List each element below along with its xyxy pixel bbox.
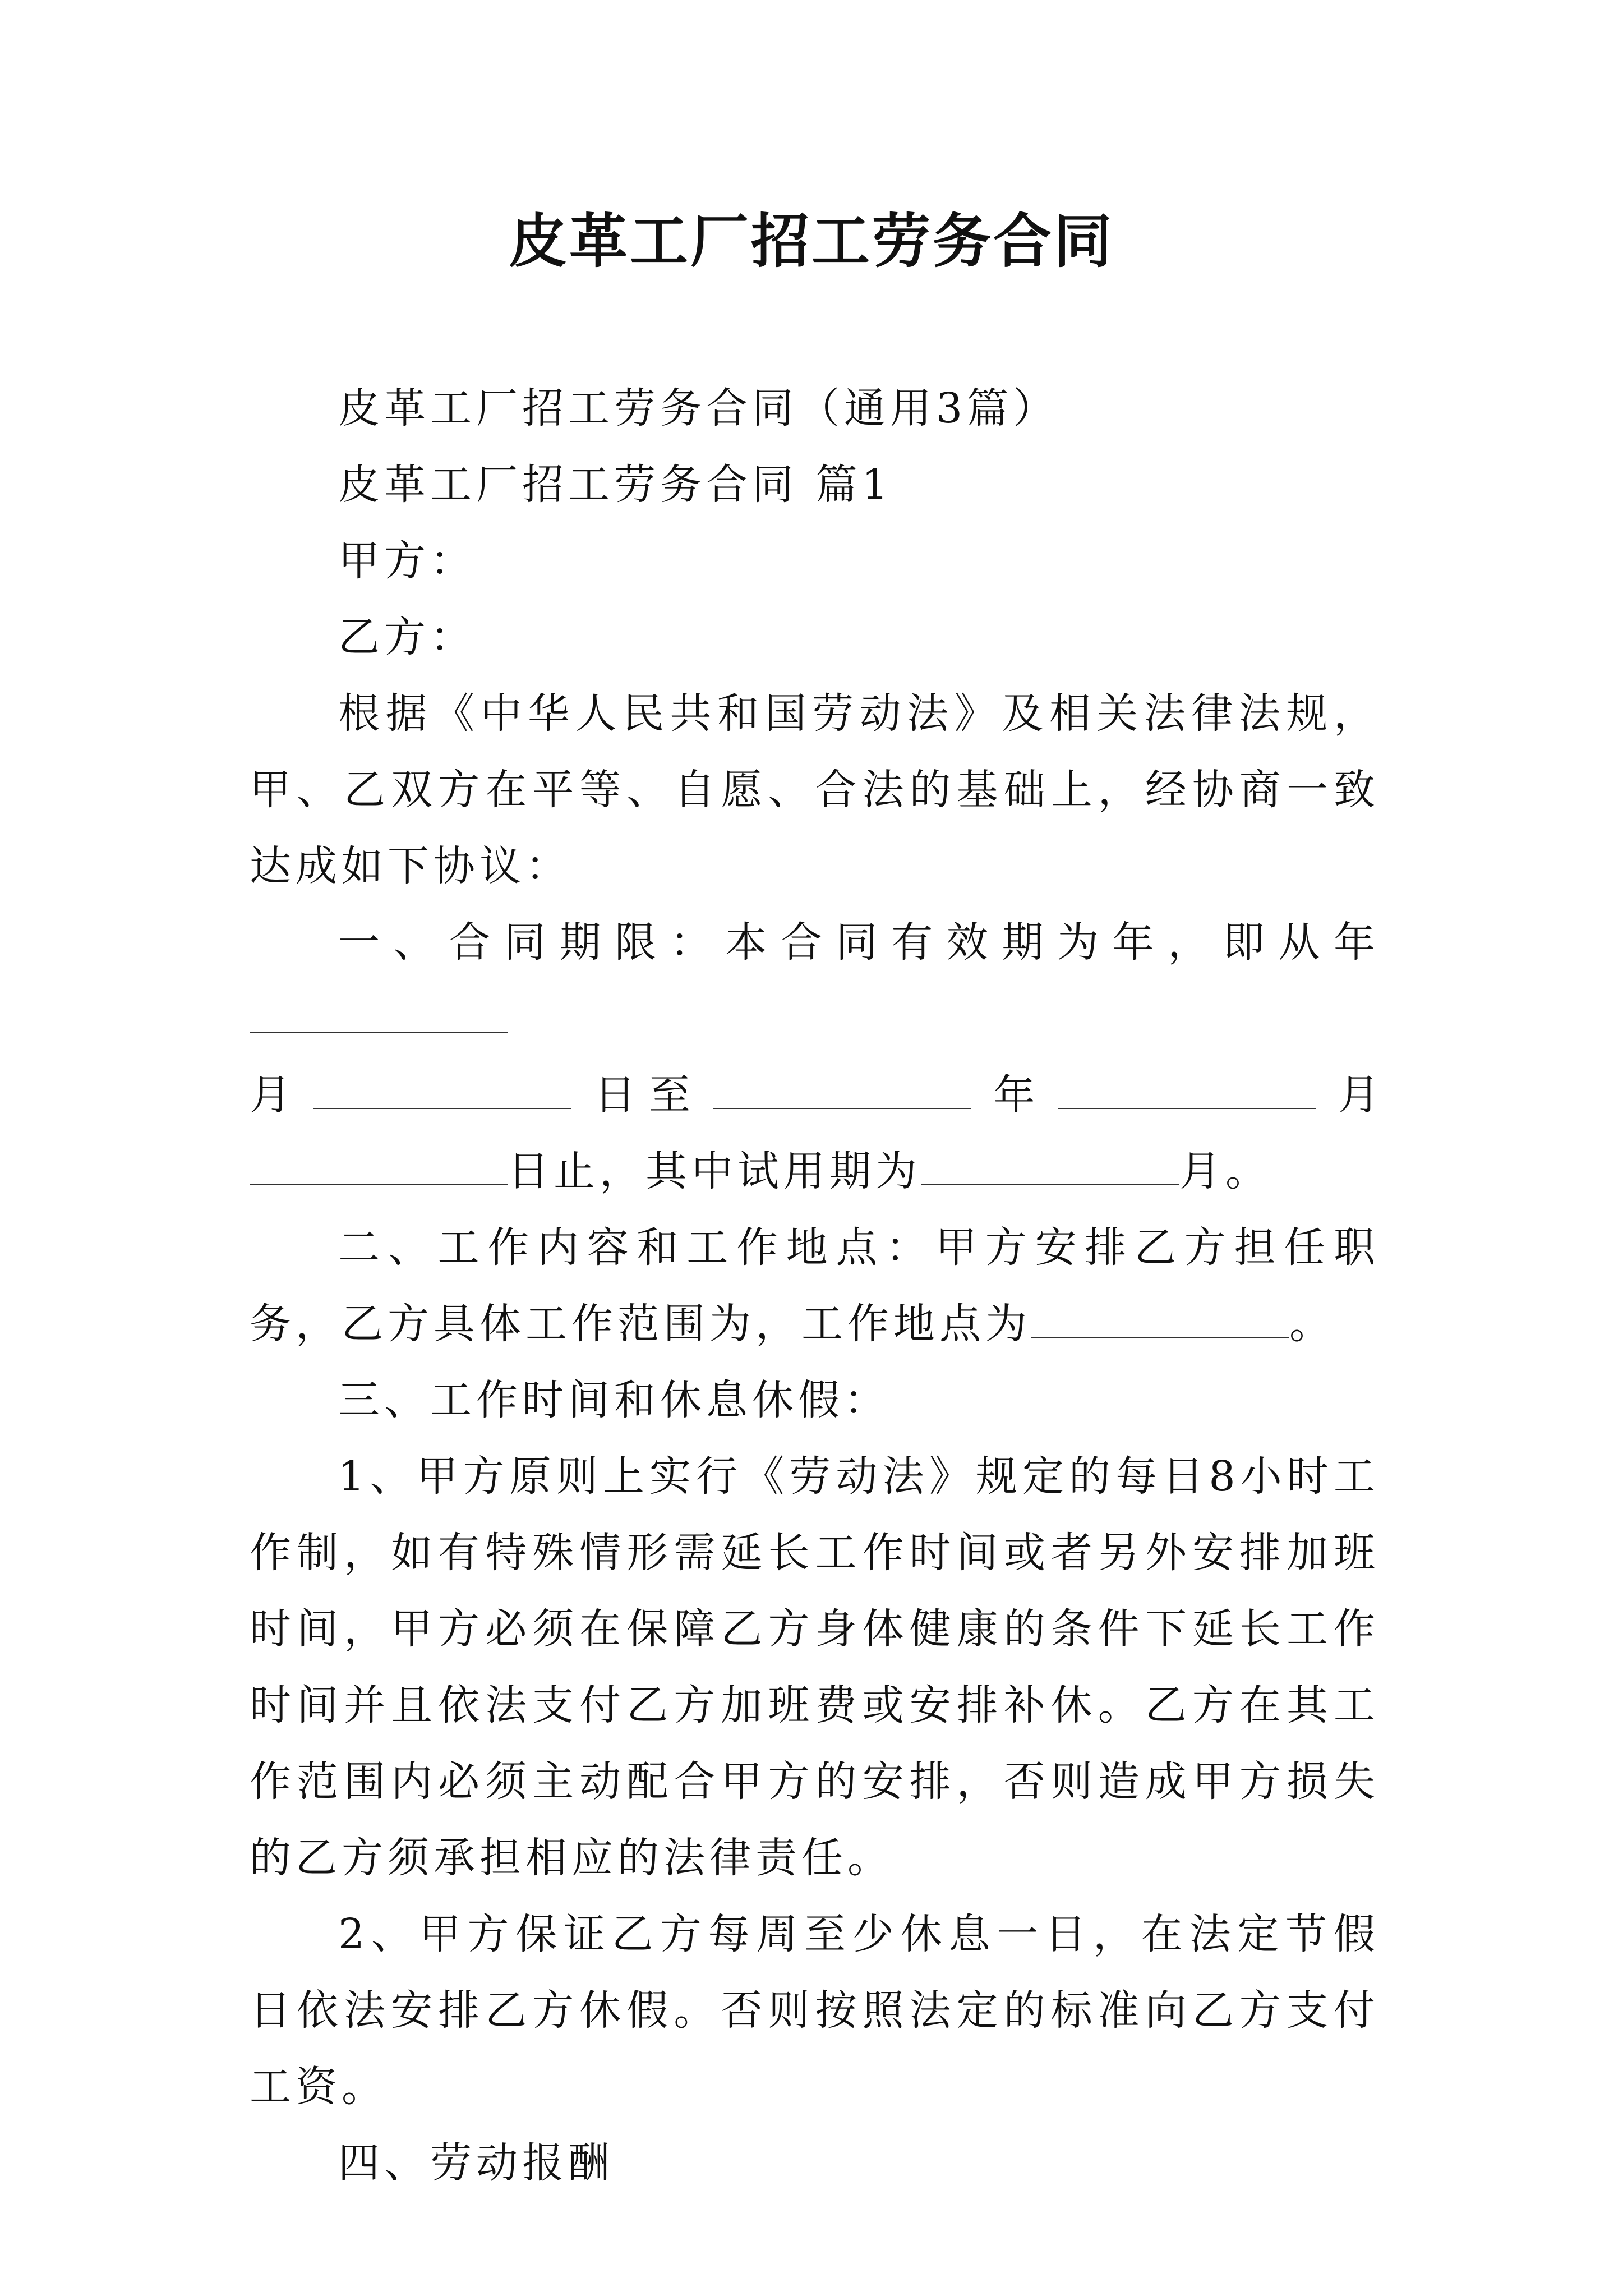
term-end-month-label: 月。	[1179, 1147, 1271, 1195]
part1-heading: 皮革工厂招工劳务合同 篇1	[338, 461, 893, 509]
blank-end-year	[1058, 1073, 1316, 1109]
term-end-text: 日止，其中试用期为	[508, 1147, 921, 1195]
work-content-paragraph	[250, 1209, 1380, 1362]
term-day-to-label: 日 至	[594, 1071, 690, 1119]
hours-clause-1: 1、甲方原则上实行《劳动法》规定的每日8小时工作制，如有特殊情形需延长工作时间或者另外安排加班时间，甲方必须在保障乙方身体健康的条件下延长工作时间并且依法支付乙方加班费或安排补休。乙方在其工作范围内必须主动配合甲方的安排，否则造成甲方损失的乙方须承担相应的法律责任。	[250, 1452, 1380, 1882]
blank-work-location	[1031, 1302, 1289, 1338]
blank-start-month	[313, 1073, 571, 1109]
contract-term-line-2	[250, 1057, 1380, 1133]
contract-term-line-3	[250, 1133, 1380, 1209]
subtitle-paragraph: 皮革工厂招工劳务合同（通用3篇）	[338, 384, 1059, 432]
party-a-line: 甲方：	[338, 537, 476, 585]
contract-term-text: 一、合同期限：本合同有效期为年，即从年	[338, 918, 1380, 967]
term-month-label: 月	[250, 1071, 291, 1119]
work-content-text: 二、工作内容和工作地点：甲方安排乙方担任职务，乙方具体工作范围为，工作地点为	[250, 1223, 1380, 1348]
term-month2-label: 月	[1338, 1071, 1380, 1119]
hours-heading: 三、工作时间和休息休假：	[338, 1376, 890, 1424]
contract-term-paragraph	[250, 904, 1380, 1057]
pay-heading: 四、劳动报酬	[338, 2139, 614, 2187]
term-year-label: 年	[993, 1071, 1035, 1119]
document-title: 皮革工厂招工劳务合同	[508, 206, 1114, 275]
document-body	[250, 370, 1380, 2201]
blank-start-day	[713, 1073, 971, 1109]
blank-probation	[921, 1149, 1179, 1185]
hours-clause-2: 2、甲方保证乙方每周至少休息一日，在法定节假日依法安排乙方休假。否则按照法定的标准向乙方支付工资。	[250, 1910, 1380, 2111]
work-content-end: 。	[1289, 1300, 1335, 1348]
blank-end-month	[250, 1149, 508, 1185]
party-b-line: 乙方：	[338, 613, 476, 661]
blank-start-year	[250, 997, 508, 1033]
intro-paragraph: 根据《中华人民共和国劳动法》及相关法律法规，甲、乙双方在平等、自愿、合法的基础上，经协商一致达成如下协议：	[250, 689, 1380, 890]
